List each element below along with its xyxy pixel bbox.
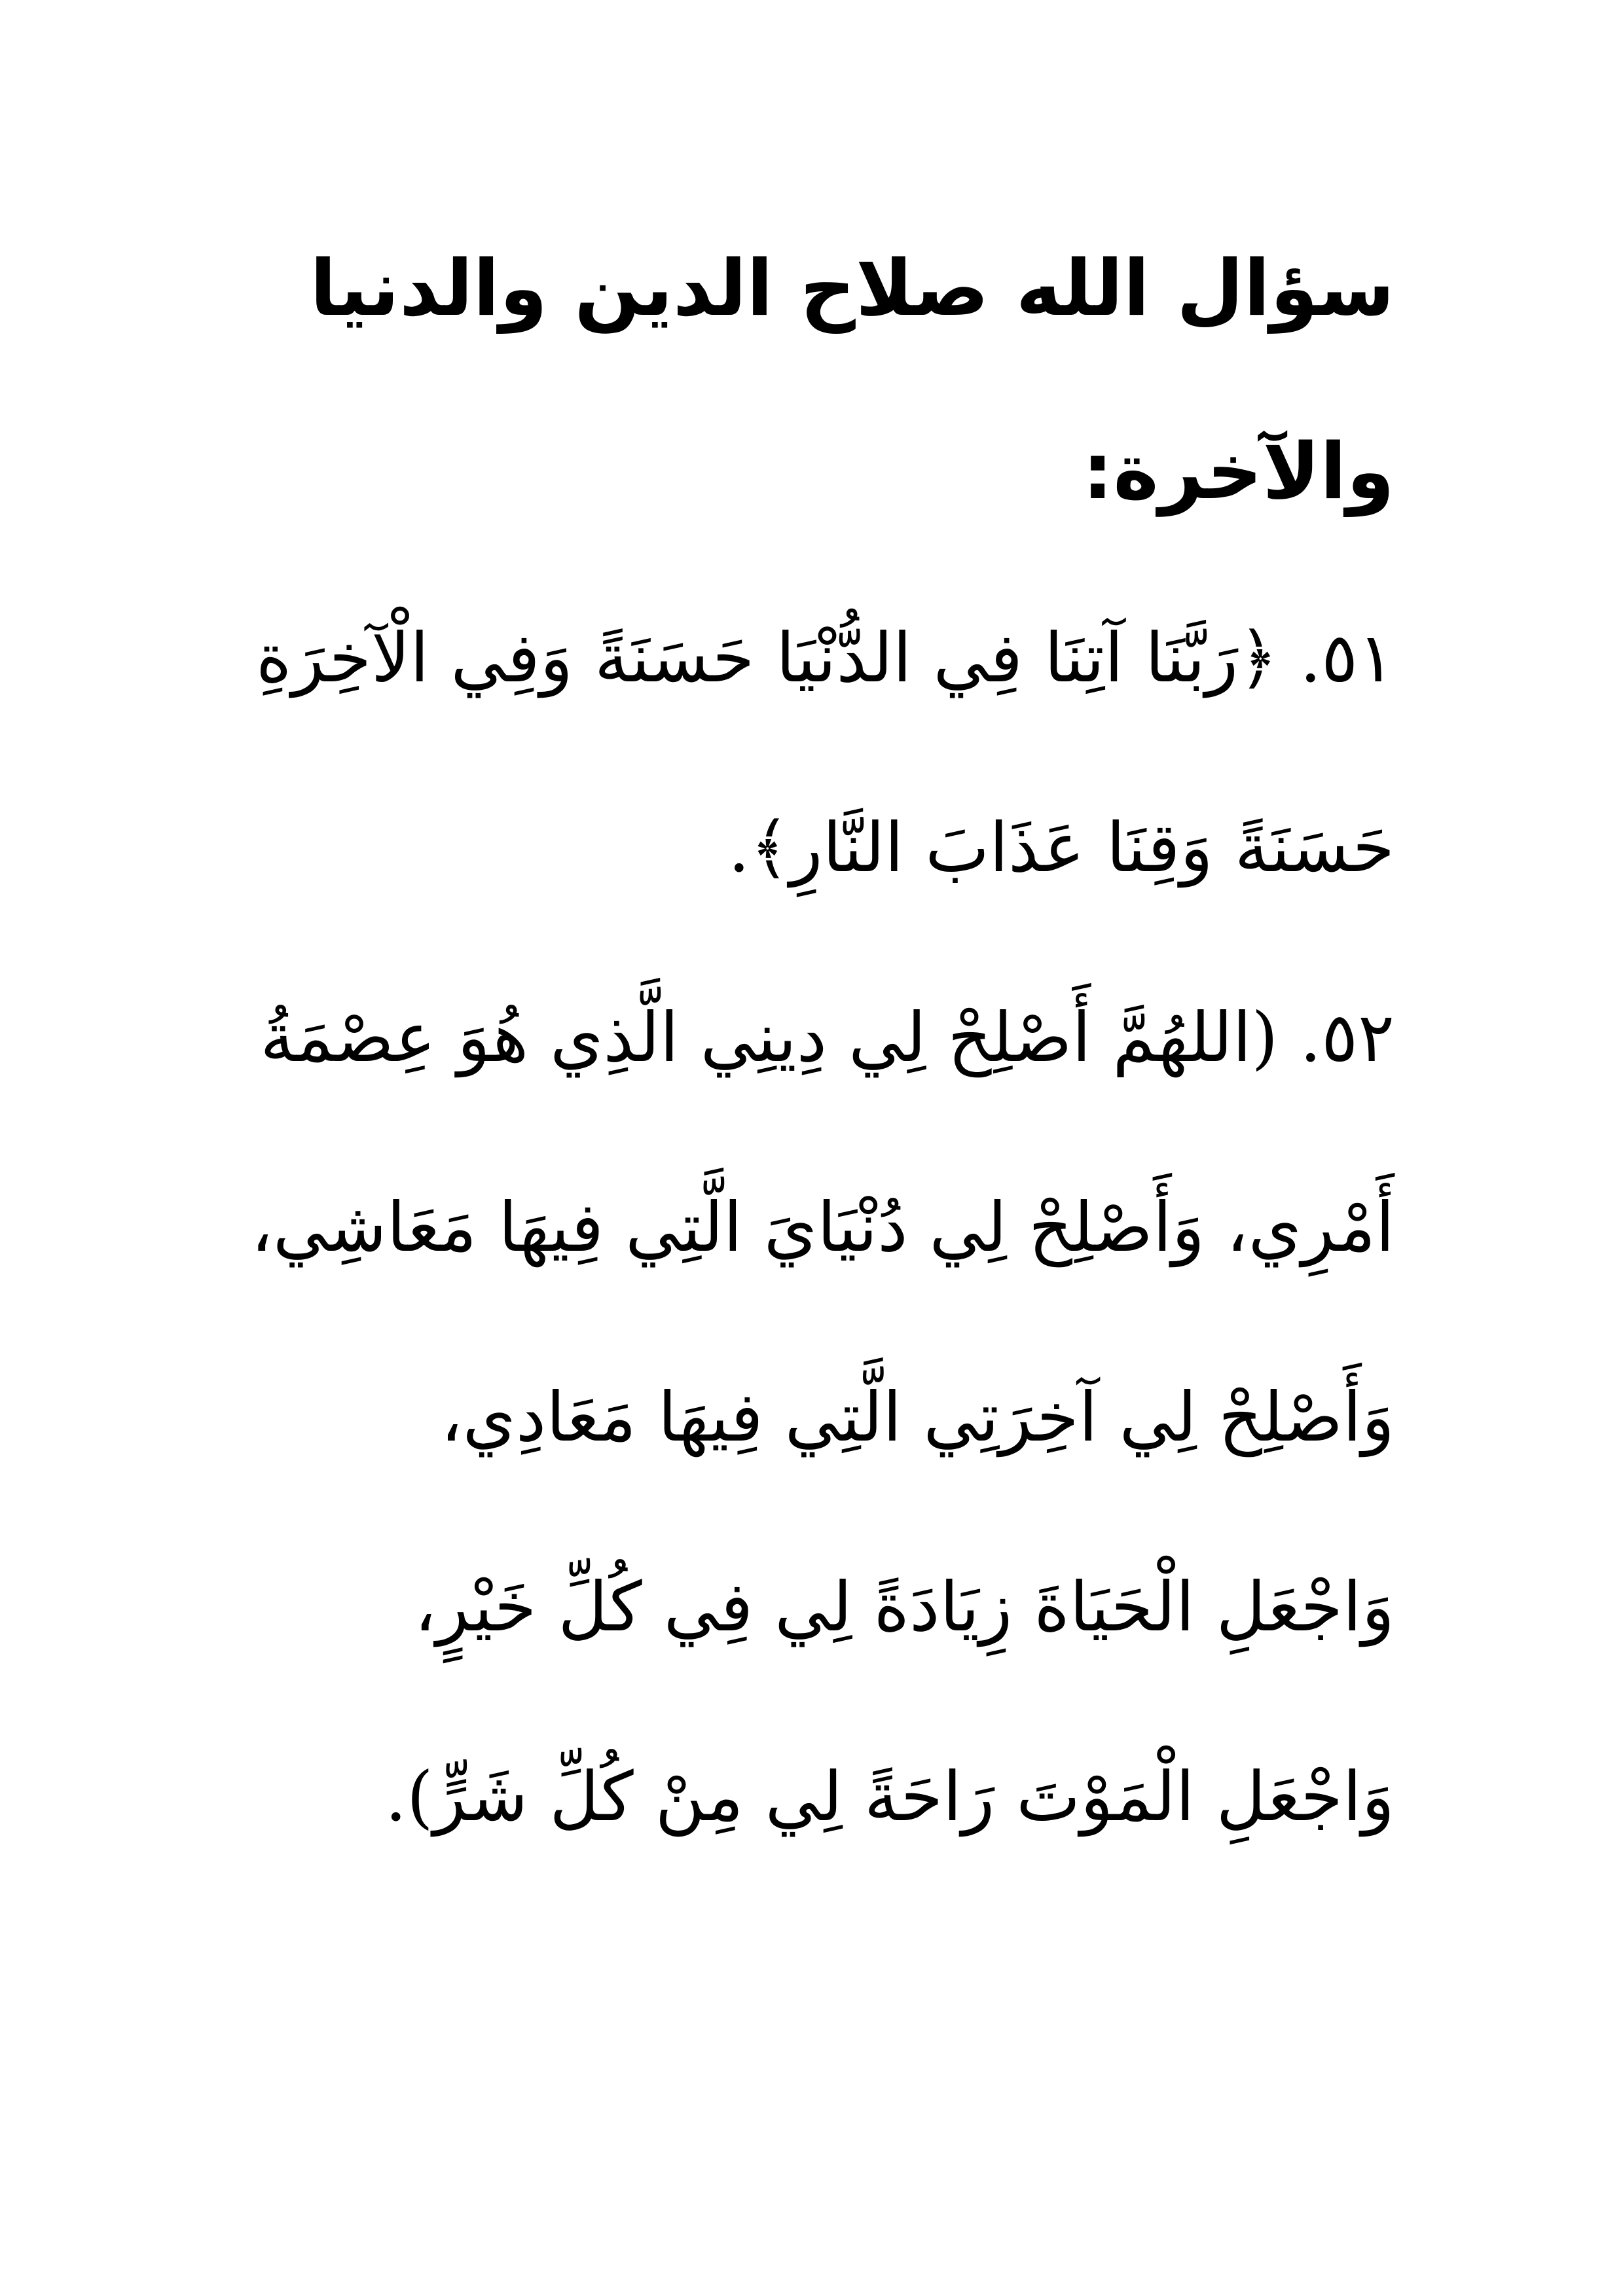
entry-text: (اللهُمَّ أَصْلِحْ لِي دِينِي الَّذِي هُوَ عِصْمَةُ أَمْرِي، وَأَصْلِحْ لِي دُنْيَايَ الَّتِي فِيهَا مَعَاشِي، وَأَصْلِحْ لِي آخِرَتِي الَّتِي فِيهَا مَعَادِي، وَاجْعَلِ الْحَيَاةَ زِيَادَةً لِي فِي كُلِّ خَيْرٍ، وَاجْعَلِ الْمَوْتَ رَاحَةً لِي مِنْ كُلِّ شَرٍّ). xyxy=(251,997,1395,1837)
page-content xyxy=(242,196,1395,1892)
section-heading: سؤال الله صلاح الدين والدنيا والآخرة: xyxy=(310,243,1395,516)
entry-52 xyxy=(242,942,1395,1892)
entry-51 xyxy=(242,563,1395,942)
entry-number: ٥٢. xyxy=(1300,997,1395,1077)
entry-number: ٥١. xyxy=(1300,618,1395,698)
entry-text: ﴿رَبَّنَا آتِنَا فِي الدُّنْيَا حَسَنَةً وَفِي الْآخِرَةِ حَسَنَةً وَقِنَا عَذَابَ النَّارِ﴾. xyxy=(255,618,1395,888)
